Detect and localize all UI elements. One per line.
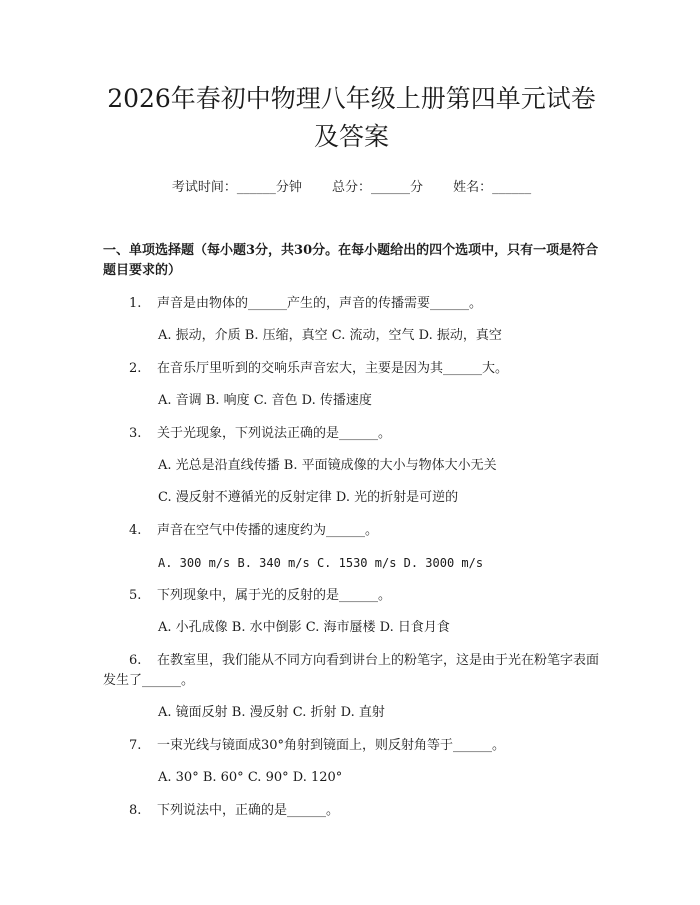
question-options: A. 小孔成像 B. 水中倒影 C. 海市蜃楼 D. 日食月食 bbox=[158, 620, 450, 635]
question-text: 在音乐厅里听到的交响乐声音宏大，主要是因为其______大。 bbox=[157, 361, 509, 376]
title-line-1: 2026年春初中物理八年级上册第四单元试卷 bbox=[107, 84, 596, 113]
exam-time-field: 考试时间：______分钟 bbox=[171, 180, 302, 195]
title-line-2: 及答案 bbox=[313, 122, 389, 151]
question-options: A. 光总是沿直线传播 B. 平面镜成像的大小与物体大小无关 bbox=[158, 458, 497, 473]
question-number: 8. bbox=[129, 803, 142, 818]
question-text: 在教室里，我们能从不同方向看到讲台上的粉笔字，这是由于光在粉笔字表面发生了______。 bbox=[103, 653, 600, 688]
exam-meta bbox=[103, 178, 600, 198]
question-number: 7. bbox=[129, 738, 142, 753]
question-options: C. 漫反射不遵循光的反射定律 D. 光的折射是可逆的 bbox=[158, 490, 459, 505]
exam-title bbox=[103, 0, 600, 156]
question-number: 3. bbox=[129, 426, 142, 441]
section-heading: 一、单项选择题（每小题3分，共30分。在每小题给出的四个选项中，只有一项是符合题目要求的） bbox=[103, 243, 599, 278]
question-options: A. 音调 B. 响度 C. 音色 D. 传播速度 bbox=[158, 393, 372, 408]
question-3 bbox=[103, 424, 600, 444]
question-options: A. 镜面反射 B. 漫反射 C. 折射 D. 直射 bbox=[158, 705, 385, 720]
question-number: 5. bbox=[129, 588, 142, 603]
question-text: 关于光现象，下列说法正确的是______。 bbox=[157, 426, 392, 441]
question-6 bbox=[103, 651, 600, 691]
question-number: 4. bbox=[129, 523, 142, 538]
question-text: 声音在空气中传播的速度约为______。 bbox=[157, 523, 379, 538]
question-number: 6. bbox=[129, 653, 142, 668]
question-4 bbox=[103, 521, 600, 541]
question-7 bbox=[103, 736, 600, 756]
question-text: 声音是由物体的______产生的，声音的传播需要______。 bbox=[157, 296, 483, 311]
question-options: A. 振动，介质 B. 压缩，真空 C. 流动，空气 D. 振动，真空 bbox=[158, 328, 502, 343]
question-5 bbox=[103, 586, 600, 606]
question-options: A. 300 m/s B. 340 m/s C. 1530 m/s D. 3000 m/s bbox=[158, 556, 484, 570]
question-text: 下列说法中，正确的是______。 bbox=[157, 803, 340, 818]
question-options: A. 30° B. 60° C. 90° D. 120° bbox=[158, 770, 343, 785]
question-number: 2. bbox=[129, 361, 142, 376]
total-score-field: 总分：______分 bbox=[331, 180, 423, 195]
question-8 bbox=[103, 801, 600, 821]
question-number: 1. bbox=[129, 296, 142, 311]
student-name-field: 姓名：______ bbox=[453, 180, 532, 195]
question-text: 下列现象中，属于光的反射的是______。 bbox=[157, 588, 392, 603]
question-text: 一束光线与镜面成30°角射到镜面上，则反射角等于______。 bbox=[157, 738, 506, 753]
question-2 bbox=[103, 359, 600, 379]
question-1 bbox=[103, 294, 600, 314]
